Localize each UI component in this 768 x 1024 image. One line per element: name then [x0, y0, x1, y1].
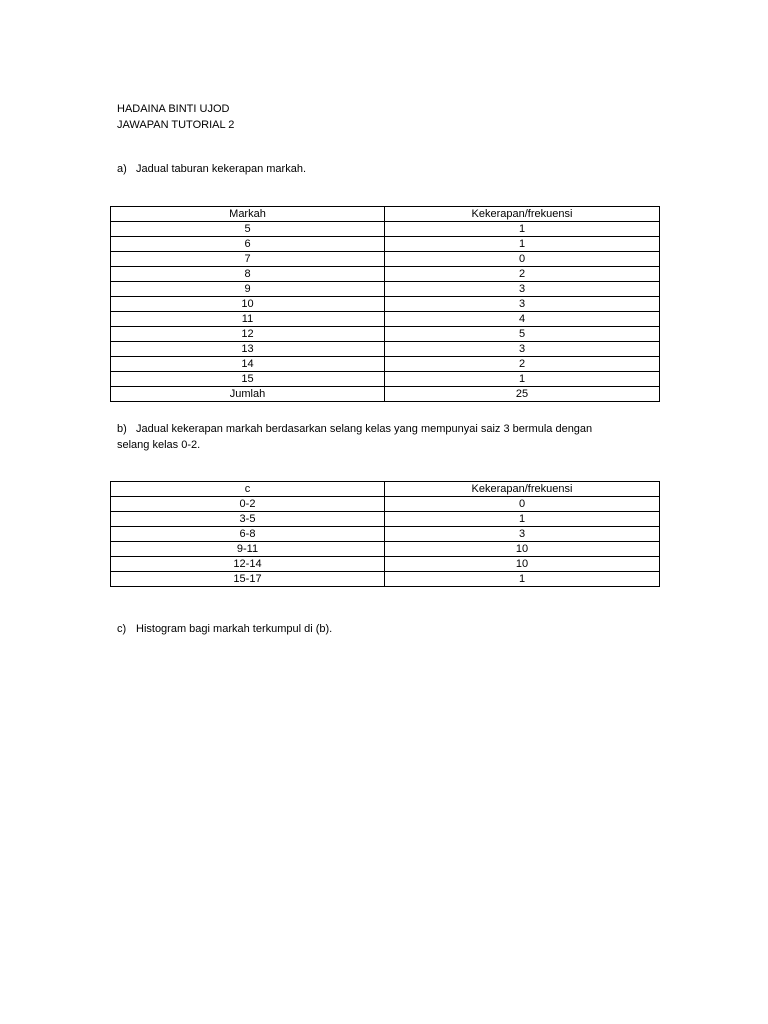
frequency-table-b — [110, 481, 660, 587]
column-header-kekerapan: Kekerapan/frekuensi — [385, 207, 660, 222]
cell-markah: 9 — [111, 282, 385, 297]
table-total-row — [111, 387, 660, 402]
cell-kekerapan: 1 — [385, 222, 660, 237]
cell-kekerapan: 3 — [385, 527, 660, 542]
table-row — [111, 297, 660, 312]
cell-kekerapan: 5 — [385, 327, 660, 342]
cell-class: 9-11 — [111, 542, 385, 557]
cell-markah: 11 — [111, 312, 385, 327]
section-b-text-line1: Jadual kekerapan markah berdasarkan selang kelas yang mempunyai saiz 3 bermula dengan — [136, 423, 593, 435]
section-a-heading — [117, 161, 306, 177]
cell-class: 12-14 — [111, 557, 385, 572]
section-c-heading — [117, 621, 332, 637]
cell-markah: 5 — [111, 222, 385, 237]
cell-class: 3-5 — [111, 512, 385, 527]
table-row — [111, 527, 660, 542]
table-row — [111, 557, 660, 572]
section-b-text-line2: selang kelas 0-2. — [117, 439, 201, 451]
table-row — [111, 342, 660, 357]
cell-kekerapan: 1 — [385, 372, 660, 387]
cell-markah: 10 — [111, 297, 385, 312]
cell-kekerapan: 3 — [385, 297, 660, 312]
cell-kekerapan: 1 — [385, 237, 660, 252]
cell-kekerapan: 10 — [385, 542, 660, 557]
author-name: HADAINA BINTI UJOD — [117, 103, 230, 115]
cell-markah: 6 — [111, 237, 385, 252]
table-row — [111, 267, 660, 282]
cell-class: 15-17 — [111, 572, 385, 587]
cell-kekerapan: 3 — [385, 282, 660, 297]
cell-kekerapan: 1 — [385, 572, 660, 587]
cell-kekerapan: 2 — [385, 267, 660, 282]
cell-class: 0-2 — [111, 497, 385, 512]
table-row — [111, 312, 660, 327]
section-c-marker: c) — [117, 623, 127, 635]
section-b-heading — [117, 421, 592, 437]
column-header-markah: Markah — [111, 207, 385, 222]
table-row — [111, 237, 660, 252]
cell-kekerapan: 0 — [385, 497, 660, 512]
cell-total-label: Jumlah — [111, 387, 385, 402]
cell-kekerapan: 3 — [385, 342, 660, 357]
cell-markah: 7 — [111, 252, 385, 267]
section-a-marker: a) — [117, 163, 127, 175]
section-a-text: Jadual taburan kekerapan markah. — [136, 163, 306, 175]
cell-markah: 8 — [111, 267, 385, 282]
cell-kekerapan: 10 — [385, 557, 660, 572]
table-header-row — [111, 482, 660, 497]
table-row — [111, 252, 660, 267]
table-row — [111, 282, 660, 297]
cell-kekerapan: 0 — [385, 252, 660, 267]
cell-markah: 15 — [111, 372, 385, 387]
cell-kekerapan: 4 — [385, 312, 660, 327]
cell-markah: 12 — [111, 327, 385, 342]
section-b-marker: b) — [117, 423, 127, 435]
table-row — [111, 542, 660, 557]
document-title: JAWAPAN TUTORIAL 2 — [117, 119, 235, 131]
table-row — [111, 512, 660, 527]
table-row — [111, 222, 660, 237]
table-row — [111, 357, 660, 372]
table-row — [111, 372, 660, 387]
cell-kekerapan: 2 — [385, 357, 660, 372]
table-header-row — [111, 207, 660, 222]
column-header-kekerapan: Kekerapan/frekuensi — [385, 482, 660, 497]
cell-markah: 13 — [111, 342, 385, 357]
table-row — [111, 497, 660, 512]
table-row — [111, 327, 660, 342]
cell-class: 6-8 — [111, 527, 385, 542]
section-c-text: Histogram bagi markah terkumpul di (b). — [136, 623, 333, 635]
table-row — [111, 572, 660, 587]
cell-kekerapan: 1 — [385, 512, 660, 527]
column-header-class: c — [111, 482, 385, 497]
frequency-table-a — [110, 206, 660, 402]
cell-total-value: 25 — [385, 387, 660, 402]
cell-markah: 14 — [111, 357, 385, 372]
